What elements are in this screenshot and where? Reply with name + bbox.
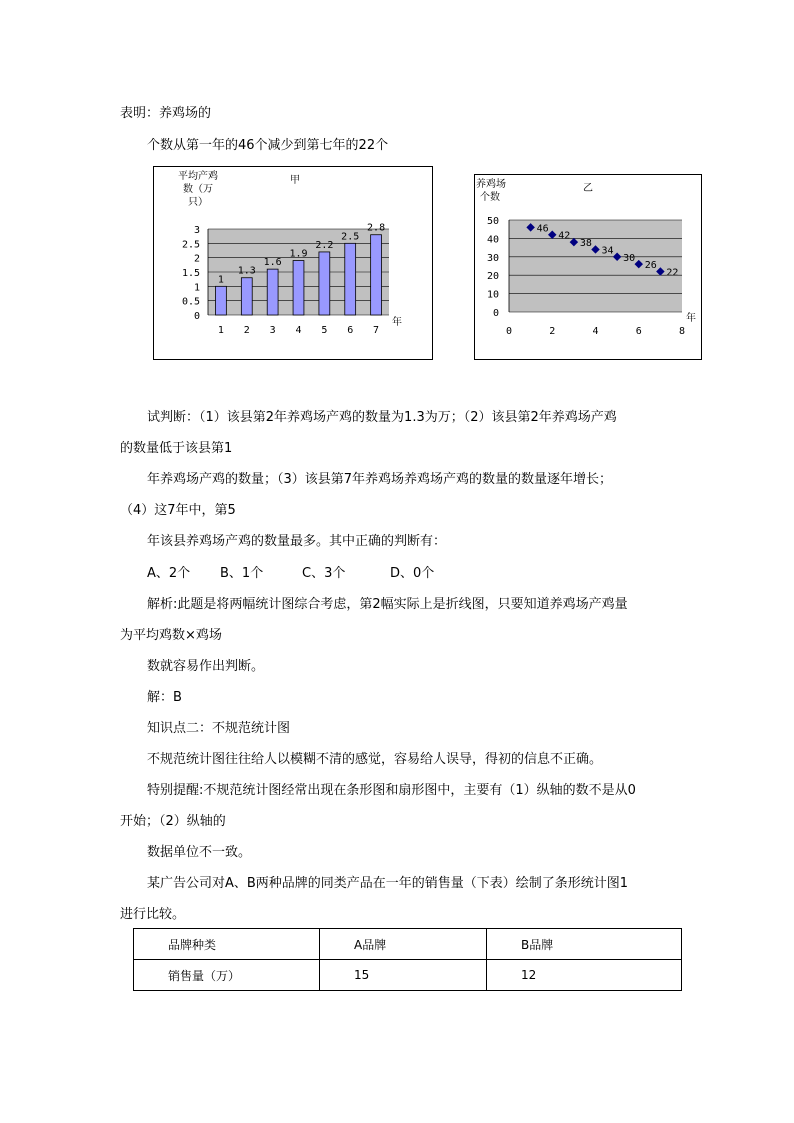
data-label: 26 <box>644 260 657 272</box>
data-label: 2.8 <box>367 222 386 234</box>
body-line-2: 特别提醒:不规范统计图经常出现在条形图和扇形图中，主要有（1）纵轴的数不是从0 <box>147 783 636 798</box>
x-tick-label: 4 <box>295 325 302 336</box>
answer-line: 解：B <box>147 690 182 705</box>
analysis-line-3: 数就容易作出判断。 <box>147 659 265 674</box>
data-label: 1.9 <box>289 248 308 260</box>
x-tick-label: 2 <box>243 325 250 336</box>
question-line-5: 年该县养鸡场产鸡的数量最多。其中正确的判断有： <box>147 534 447 549</box>
body-line-5: 某广告公司对A、B两种品牌的同类产品在一年的销售量（下表）绘制了条形统计图1 <box>147 876 629 891</box>
section-heading: 知识点二：不规范统计图 <box>147 721 291 736</box>
y-tick-label: 0.5 <box>181 296 200 308</box>
y-tick-label: 1 <box>193 282 200 294</box>
x-tick-label: 5 <box>321 325 328 336</box>
option-b: B、1个 <box>220 566 264 581</box>
chart-title: 甲 <box>290 175 300 186</box>
y-tick-label: 30 <box>486 252 499 264</box>
y-tick-label: 50 <box>486 216 499 227</box>
text-line-1: 表明：养鸡场的 <box>120 106 212 121</box>
y-axis-label-line: 个数 <box>480 192 500 203</box>
table-header-row <box>134 929 682 960</box>
table-header-cell: B品牌 <box>487 929 682 960</box>
bar <box>319 252 330 315</box>
table-header-cell: A品牌 <box>320 929 487 960</box>
x-tick-label: 1 <box>217 325 224 336</box>
y-axis-label-line: 养鸡场 <box>476 179 506 190</box>
x-tick-label: 2 <box>549 326 556 337</box>
y-tick-label: 0 <box>193 311 200 322</box>
option-c: C、3个 <box>302 566 346 581</box>
y-axis-label-line: 平均产鸡 <box>178 171 218 182</box>
table-cell: 销售量（万） <box>134 960 320 991</box>
x-axis-label: 年 <box>686 313 696 324</box>
line-chart <box>475 175 701 359</box>
y-tick-label: 3 <box>193 225 200 236</box>
data-label: 2.2 <box>315 239 334 251</box>
y-tick-label: 1.5 <box>181 268 200 279</box>
body-line-3: 开始；（2）纵轴的 <box>120 814 226 829</box>
x-tick-label: 8 <box>678 326 686 337</box>
x-axis-label: 年 <box>392 317 402 328</box>
table-row <box>134 960 682 991</box>
x-tick-label: 3 <box>269 325 276 336</box>
data-label: 42 <box>558 230 571 242</box>
body-line-1: 不规范统计图往往给人以模糊不清的感觉，容易给人误导，得初的信息不正确。 <box>147 752 603 767</box>
bar-chart <box>154 167 432 359</box>
x-tick-label: 4 <box>592 326 599 337</box>
bar <box>371 235 382 315</box>
y-axis-label-line: 数（万 <box>183 184 213 195</box>
data-label: 1.6 <box>263 257 282 269</box>
y-tick-label: 40 <box>486 234 499 246</box>
bar <box>267 269 278 315</box>
data-label: 2.5 <box>341 231 360 243</box>
y-axis-label-line: 只） <box>188 197 208 208</box>
data-label: 38 <box>579 238 592 250</box>
y-tick-label: 2 <box>193 253 200 265</box>
y-tick-label: 10 <box>486 289 499 301</box>
data-label: 46 <box>536 223 549 235</box>
analysis-line-1: 解析:此题是将两幅统计图综合考虑，第2幅实际上是折线图，只要知道养鸡场产鸡量 <box>147 597 628 612</box>
question-line-3: 年养鸡场产鸡的数量；（3）该县第7年养鸡场养鸡场产鸡的数量的数量逐年增长； <box>147 472 613 487</box>
x-tick-label: 0 <box>505 326 513 337</box>
chart-title: 乙 <box>583 183 593 194</box>
data-label: 34 <box>601 245 614 257</box>
table-header-cell: 品牌种类 <box>134 929 320 960</box>
line-chart-box <box>474 174 702 360</box>
question-line-2: 的数量低于该县第1 <box>120 441 233 456</box>
bar <box>345 243 356 315</box>
x-tick-label: 7 <box>373 325 380 336</box>
body-line-6: 进行比较。 <box>120 907 186 922</box>
body-line-4: 数据单位不一致。 <box>147 845 252 860</box>
data-label: 1.3 <box>237 265 256 277</box>
data-label: 30 <box>623 252 636 264</box>
table-cell: 15 <box>320 960 487 991</box>
option-d: D、0个 <box>390 566 435 581</box>
text-line-2: 个数从第一年的46个减少到第七年的22个 <box>147 138 389 153</box>
sales-table <box>133 928 682 991</box>
y-tick-label: 2.5 <box>181 239 200 251</box>
x-tick-label: 6 <box>347 325 354 336</box>
bar <box>241 278 252 315</box>
question-line-4: （4）这7年中，第5 <box>120 503 236 518</box>
data-label: 1 <box>217 274 224 286</box>
y-tick-label: 0 <box>492 308 499 319</box>
bar <box>293 261 304 315</box>
bar <box>215 286 226 315</box>
bar-chart-box <box>153 166 433 360</box>
table-cell: 12 <box>487 960 682 991</box>
option-a: A、2个 <box>147 566 191 581</box>
x-tick-label: 6 <box>635 326 642 337</box>
data-label: 22 <box>666 267 679 279</box>
question-line-1: 试判断：（1）该县第2年养鸡场产鸡的数量为1.3为万；（2）该县第2年养鸡场产鸡 <box>147 410 617 425</box>
y-tick-label: 20 <box>486 271 499 283</box>
analysis-line-2: 为平均鸡数×鸡场 <box>120 628 222 643</box>
